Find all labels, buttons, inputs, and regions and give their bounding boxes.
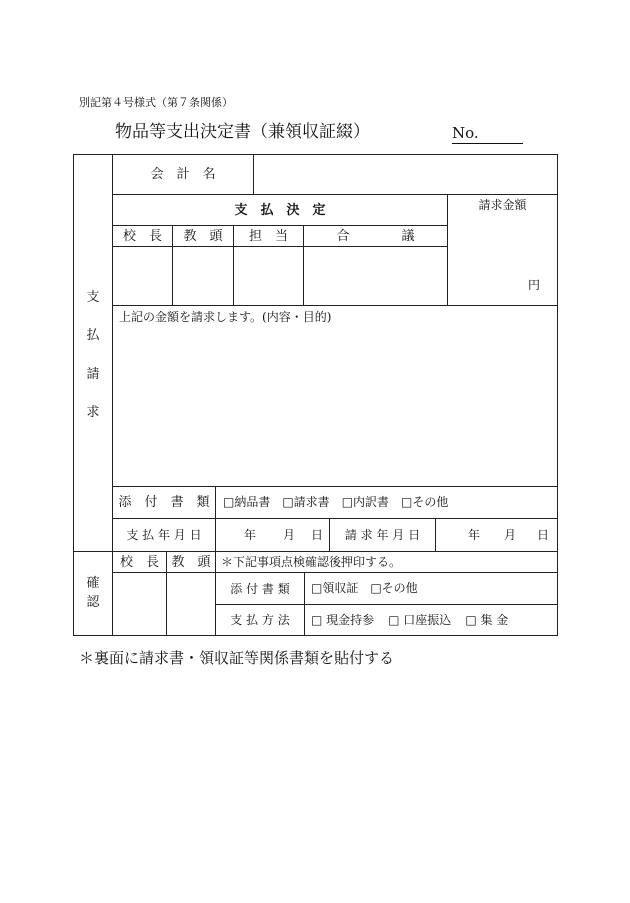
col-principal: 校 長 <box>122 228 162 244</box>
year-unit: 年 <box>244 528 257 542</box>
payment-date-label: 支 払 年 月 日 <box>126 528 202 542</box>
form-reference: 別記第４号様式（第７条関係） <box>79 96 233 109</box>
side-label-payment-request <box>82 286 104 420</box>
checkbox-breakdown[interactable]: □内訳書 <box>341 495 390 509</box>
month-unit: 月 <box>283 528 296 542</box>
attachments-options <box>223 496 448 508</box>
checkbox-other[interactable]: □その他 <box>401 495 449 509</box>
side-char: 支 <box>86 290 100 305</box>
request-text-label: 上記の金額を請求します。(内容・目的) <box>119 310 332 324</box>
year-unit: 年 <box>468 528 481 542</box>
yen-unit: 円 <box>528 278 541 292</box>
claim-amount-label: 請求金額 <box>478 198 527 212</box>
claim-date-label: 請 求 年 月 日 <box>344 528 421 542</box>
confirm-vice-principal-stamp-box[interactable] <box>167 573 215 635</box>
side-char: 認 <box>86 595 100 610</box>
payment-decision-label: 支 払 決 定 <box>234 202 326 218</box>
radio-cash[interactable]: □ 現金持参 <box>311 613 375 627</box>
col-in-charge: 担 当 <box>248 228 288 244</box>
payment-date-field[interactable] <box>216 519 329 551</box>
side-char: 払 <box>86 328 100 344</box>
checkbox-delivery-note[interactable]: □納品書 <box>223 495 271 509</box>
accounting-name-label: 会 計 名 <box>150 167 216 182</box>
col-council: 合 議 <box>336 228 415 244</box>
side-label-confirm <box>82 572 104 610</box>
footer-note: ＊裏面に請求書・領収証等関係書類を貼付する <box>79 649 395 667</box>
month-unit: 月 <box>504 528 517 542</box>
payment-method-label: 支 払 方 法 <box>230 613 290 627</box>
accounting-name-field[interactable] <box>254 155 557 194</box>
confirm-attachments-options <box>311 582 418 594</box>
side-char: 確 <box>86 576 100 591</box>
council-stamp-box[interactable] <box>304 247 447 305</box>
principal-stamp-box[interactable] <box>113 247 172 305</box>
confirm-attachments-label: 添 付 書 類 <box>230 581 290 596</box>
payment-method-options <box>311 614 508 626</box>
vice-principal-stamp-box[interactable] <box>173 247 233 305</box>
claim-amount-field[interactable] <box>448 226 557 305</box>
checkbox-receipt[interactable]: □領収証 <box>311 581 359 595</box>
in-charge-stamp-box[interactable] <box>234 247 303 305</box>
day-unit: 日 <box>537 528 550 542</box>
radio-collection[interactable]: □ 集 金 <box>465 613 509 627</box>
number-label-text: No. <box>452 124 479 142</box>
col-vice-principal: 教 頭 <box>183 228 223 244</box>
radio-bank-transfer[interactable]: □ 口座振込 <box>388 613 452 627</box>
page-title: 物品等支出決定書（兼領収証綴） <box>115 122 370 142</box>
claim-date-field[interactable] <box>436 519 557 551</box>
checkbox-invoice[interactable]: □請求書 <box>282 495 330 509</box>
side-char: 求 <box>86 404 100 420</box>
checkbox-confirm-other[interactable]: □その他 <box>370 581 418 595</box>
confirm-col-vice-principal: 教 頭 <box>171 554 211 570</box>
attachments-label: 添 付 書 類 <box>118 495 210 510</box>
confirm-principal-stamp-box[interactable] <box>113 573 166 635</box>
day-unit: 日 <box>311 528 324 542</box>
confirm-col-principal: 校 長 <box>119 554 159 570</box>
confirm-note: ＊下記事項点検確認後押印する。 <box>221 555 402 569</box>
request-content-area[interactable] <box>113 326 557 486</box>
side-char: 請 <box>86 366 100 382</box>
